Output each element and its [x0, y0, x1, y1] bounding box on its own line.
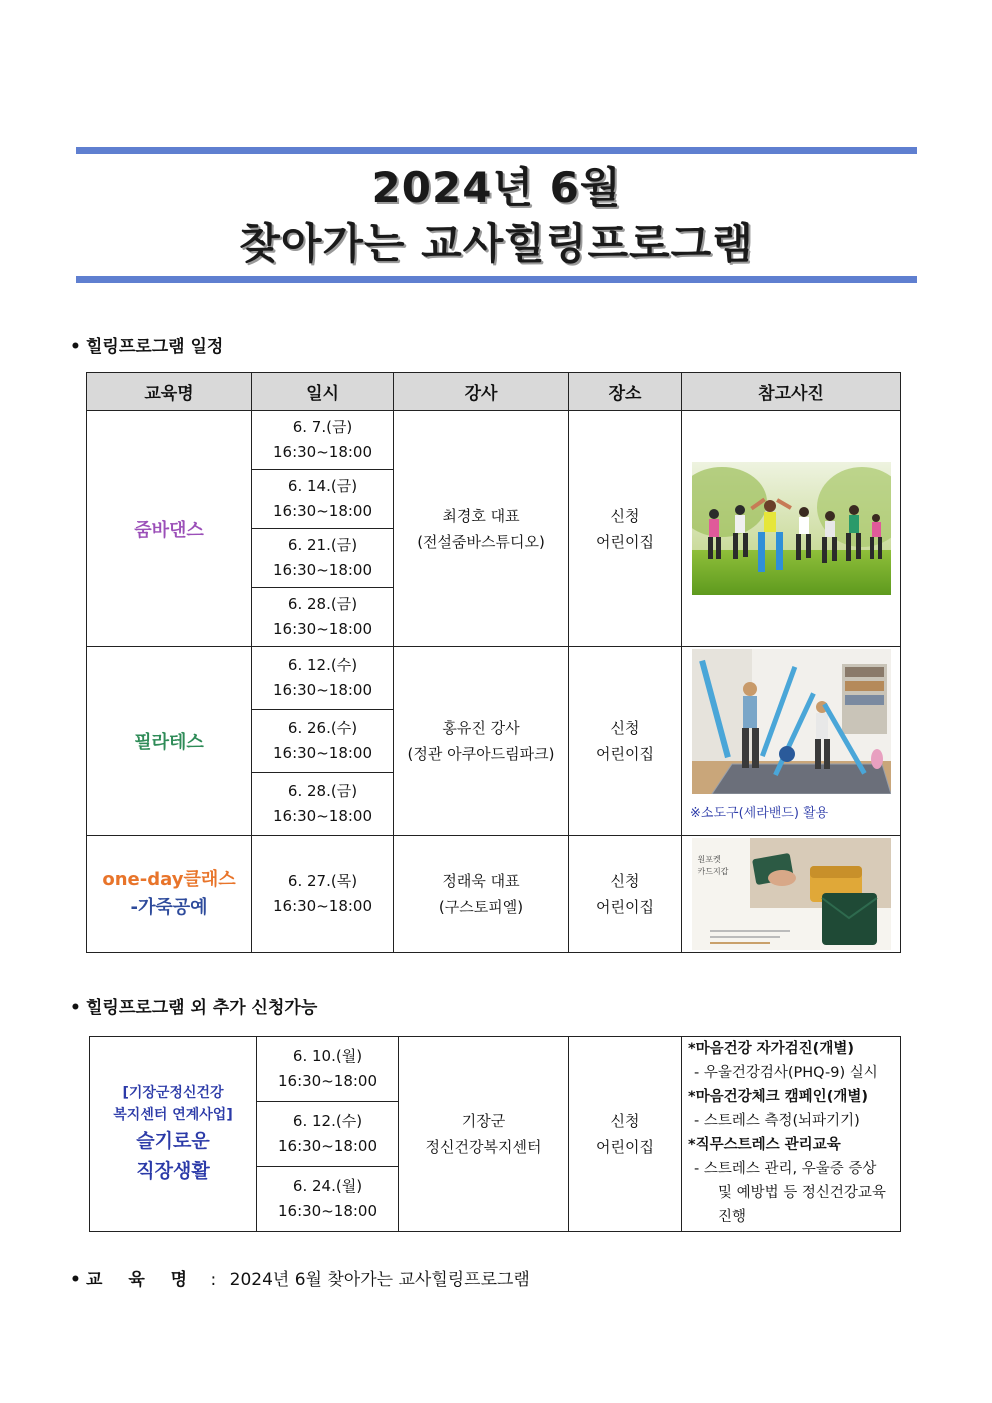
- title-rule-bottom: [76, 276, 917, 283]
- table-header-row: [87, 373, 901, 411]
- oneday-subname: -가죽공예: [130, 897, 208, 918]
- pilates-caption: ※소도구(세라밴드) 활용: [690, 806, 829, 821]
- leather-photo: [692, 838, 891, 950]
- oneday-name: one-day클래스: [102, 869, 236, 890]
- zumba-photo: [692, 462, 891, 595]
- instructor-center: [399, 1037, 569, 1232]
- instructor-org: (정관 아쿠아드림파크): [407, 745, 555, 763]
- date-time: 16:30~18:00: [272, 897, 373, 915]
- title-rule-top: [76, 147, 917, 154]
- schedule-table: [86, 372, 901, 953]
- pilates-band-image: [692, 649, 891, 794]
- date-time: 16:30~18:00: [272, 807, 373, 825]
- instructor-org: 정신건강복지센터: [425, 1138, 542, 1156]
- date-cell: [252, 836, 394, 953]
- instructor-zumba: [394, 411, 569, 647]
- place-line1: 신청: [610, 1112, 640, 1130]
- date-day: 6. 12.(수): [292, 1112, 363, 1130]
- note-item: - 우울건강검사(PHQ-9) 실시: [694, 1065, 878, 1081]
- instructor-name: 정래욱 대표: [442, 872, 520, 890]
- footer-line: [70, 1265, 530, 1290]
- instructor-name: 기장군: [461, 1112, 506, 1130]
- instructor-org: (전설줌바스튜디오): [417, 532, 545, 551]
- program-name1: 슬기로운: [136, 1130, 210, 1152]
- date-day: 6. 12.(수): [287, 656, 358, 674]
- bullet-dot: •: [70, 337, 81, 357]
- photo-cell-zumba: [682, 411, 901, 647]
- place-line2: 어린이집: [596, 898, 654, 916]
- place-line1: 신청: [610, 872, 640, 890]
- pilates-photo: [692, 649, 891, 794]
- table-row: [87, 647, 901, 710]
- date-time: 16:30~18:00: [272, 561, 373, 579]
- section2-heading-text: 힐링프로그램 외 추가 신청가능: [86, 998, 318, 1018]
- date-day: 6. 10.(월): [292, 1047, 363, 1065]
- date-time: 16:30~18:00: [272, 502, 373, 520]
- place-oneday: [569, 836, 682, 953]
- date-day: 6. 14.(금): [287, 477, 358, 495]
- date-cell: [252, 710, 394, 773]
- date-time: 16:30~18:00: [272, 620, 373, 638]
- date-cell: [252, 773, 394, 836]
- header-course: 교육명: [87, 373, 252, 411]
- date-cell: [252, 470, 394, 529]
- additional-table: [89, 1036, 901, 1232]
- date-cell: [257, 1102, 399, 1167]
- date-cell: [252, 411, 394, 470]
- place-center: [569, 1037, 682, 1232]
- date-time: 16:30~18:00: [272, 443, 373, 461]
- header-instructor: 강사: [394, 373, 569, 411]
- date-day: 6. 28.(금): [287, 595, 358, 613]
- date-day: 6. 27.(목): [287, 872, 358, 890]
- footer-label: 교 육 명: [86, 1270, 198, 1290]
- photo-cell-oneday: [682, 836, 901, 953]
- date-cell: [252, 588, 394, 647]
- header-photo: 참고사진: [682, 373, 901, 411]
- course-oneday: [87, 836, 252, 953]
- header-datetime: 일시: [252, 373, 394, 411]
- table-row: [90, 1037, 901, 1102]
- instructor-org: (구스토피엘): [438, 898, 524, 916]
- page-title-line1: 2024년 6월: [371, 163, 622, 212]
- leather-wallet-image: [692, 838, 891, 950]
- page-title-line2: 찾아가는 교사힐링프로그램: [239, 219, 754, 268]
- note-heading: *마음건강 자가검진(개별): [688, 1041, 854, 1057]
- bullet-dot: •: [70, 998, 81, 1018]
- footer-value: 2024년 6월 찾아가는 교사힐링프로그램: [229, 1270, 530, 1290]
- photo-cell-pilates: [682, 647, 901, 836]
- program-cell: [90, 1037, 257, 1232]
- section1-heading: [70, 332, 223, 357]
- place-line2: 어린이집: [596, 1138, 654, 1156]
- program-sub1: [기장군정신건강: [122, 1085, 224, 1101]
- program-sub2: 복지센터 연계사업]: [113, 1107, 233, 1123]
- date-time: 16:30~18:00: [277, 1072, 378, 1090]
- place-line1: 신청: [610, 719, 640, 737]
- date-cell: [252, 647, 394, 710]
- instructor-name: 최경호 대표: [442, 506, 520, 525]
- note-item: 진행: [718, 1209, 747, 1225]
- date-cell: [252, 529, 394, 588]
- note-item: - 스트레스 측정(뇌파기기): [694, 1113, 860, 1129]
- date-time: 16:30~18:00: [272, 681, 373, 699]
- place-zumba: [569, 411, 682, 647]
- date-time: 16:30~18:00: [272, 744, 373, 762]
- instructor-oneday: [394, 836, 569, 953]
- table-row: [87, 411, 901, 470]
- date-time: 16:30~18:00: [277, 1137, 378, 1155]
- date-cell: [257, 1167, 399, 1232]
- note-heading: *마음건강체크 캠페인(개별): [688, 1089, 868, 1105]
- bullet-dot: •: [70, 1270, 81, 1290]
- photo-label-2: 카드지갑: [697, 867, 729, 876]
- course-zumba: 줌바댄스: [87, 411, 252, 647]
- instructor-name: 홍유진 강사: [442, 719, 520, 737]
- date-cell: [257, 1037, 399, 1102]
- notes-cell: [682, 1037, 901, 1232]
- note-heading: *직무스트레스 관리교육: [688, 1137, 841, 1153]
- instructor-pilates: [394, 647, 569, 836]
- table-row: [87, 836, 901, 953]
- note-item: 및 예방법 등 정신건강교육: [718, 1185, 886, 1201]
- section1-heading-text: 힐링프로그램 일정: [86, 337, 224, 357]
- course-pilates: 필라테스: [87, 647, 252, 836]
- note-item: - 스트레스 관리, 우울증 증상: [694, 1161, 877, 1177]
- place-line1: 신청: [610, 506, 640, 525]
- place-line2: 어린이집: [596, 745, 654, 763]
- date-day: 6. 21.(금): [287, 536, 358, 554]
- footer-separator: :: [210, 1270, 217, 1290]
- date-time: 16:30~18:00: [277, 1202, 378, 1220]
- date-day: 6. 24.(월): [292, 1177, 363, 1195]
- photo-label-1: 원포켓: [697, 855, 721, 864]
- header-place: 장소: [569, 373, 682, 411]
- date-day: 6. 28.(금): [287, 782, 358, 800]
- date-day: 6. 7.(금): [292, 418, 353, 436]
- date-day: 6. 26.(수): [287, 719, 358, 737]
- place-line2: 어린이집: [596, 532, 654, 551]
- program-name2: 직장생활: [136, 1160, 210, 1182]
- place-pilates: [569, 647, 682, 836]
- zumba-dance-image: [692, 462, 891, 595]
- section2-heading: [70, 993, 317, 1018]
